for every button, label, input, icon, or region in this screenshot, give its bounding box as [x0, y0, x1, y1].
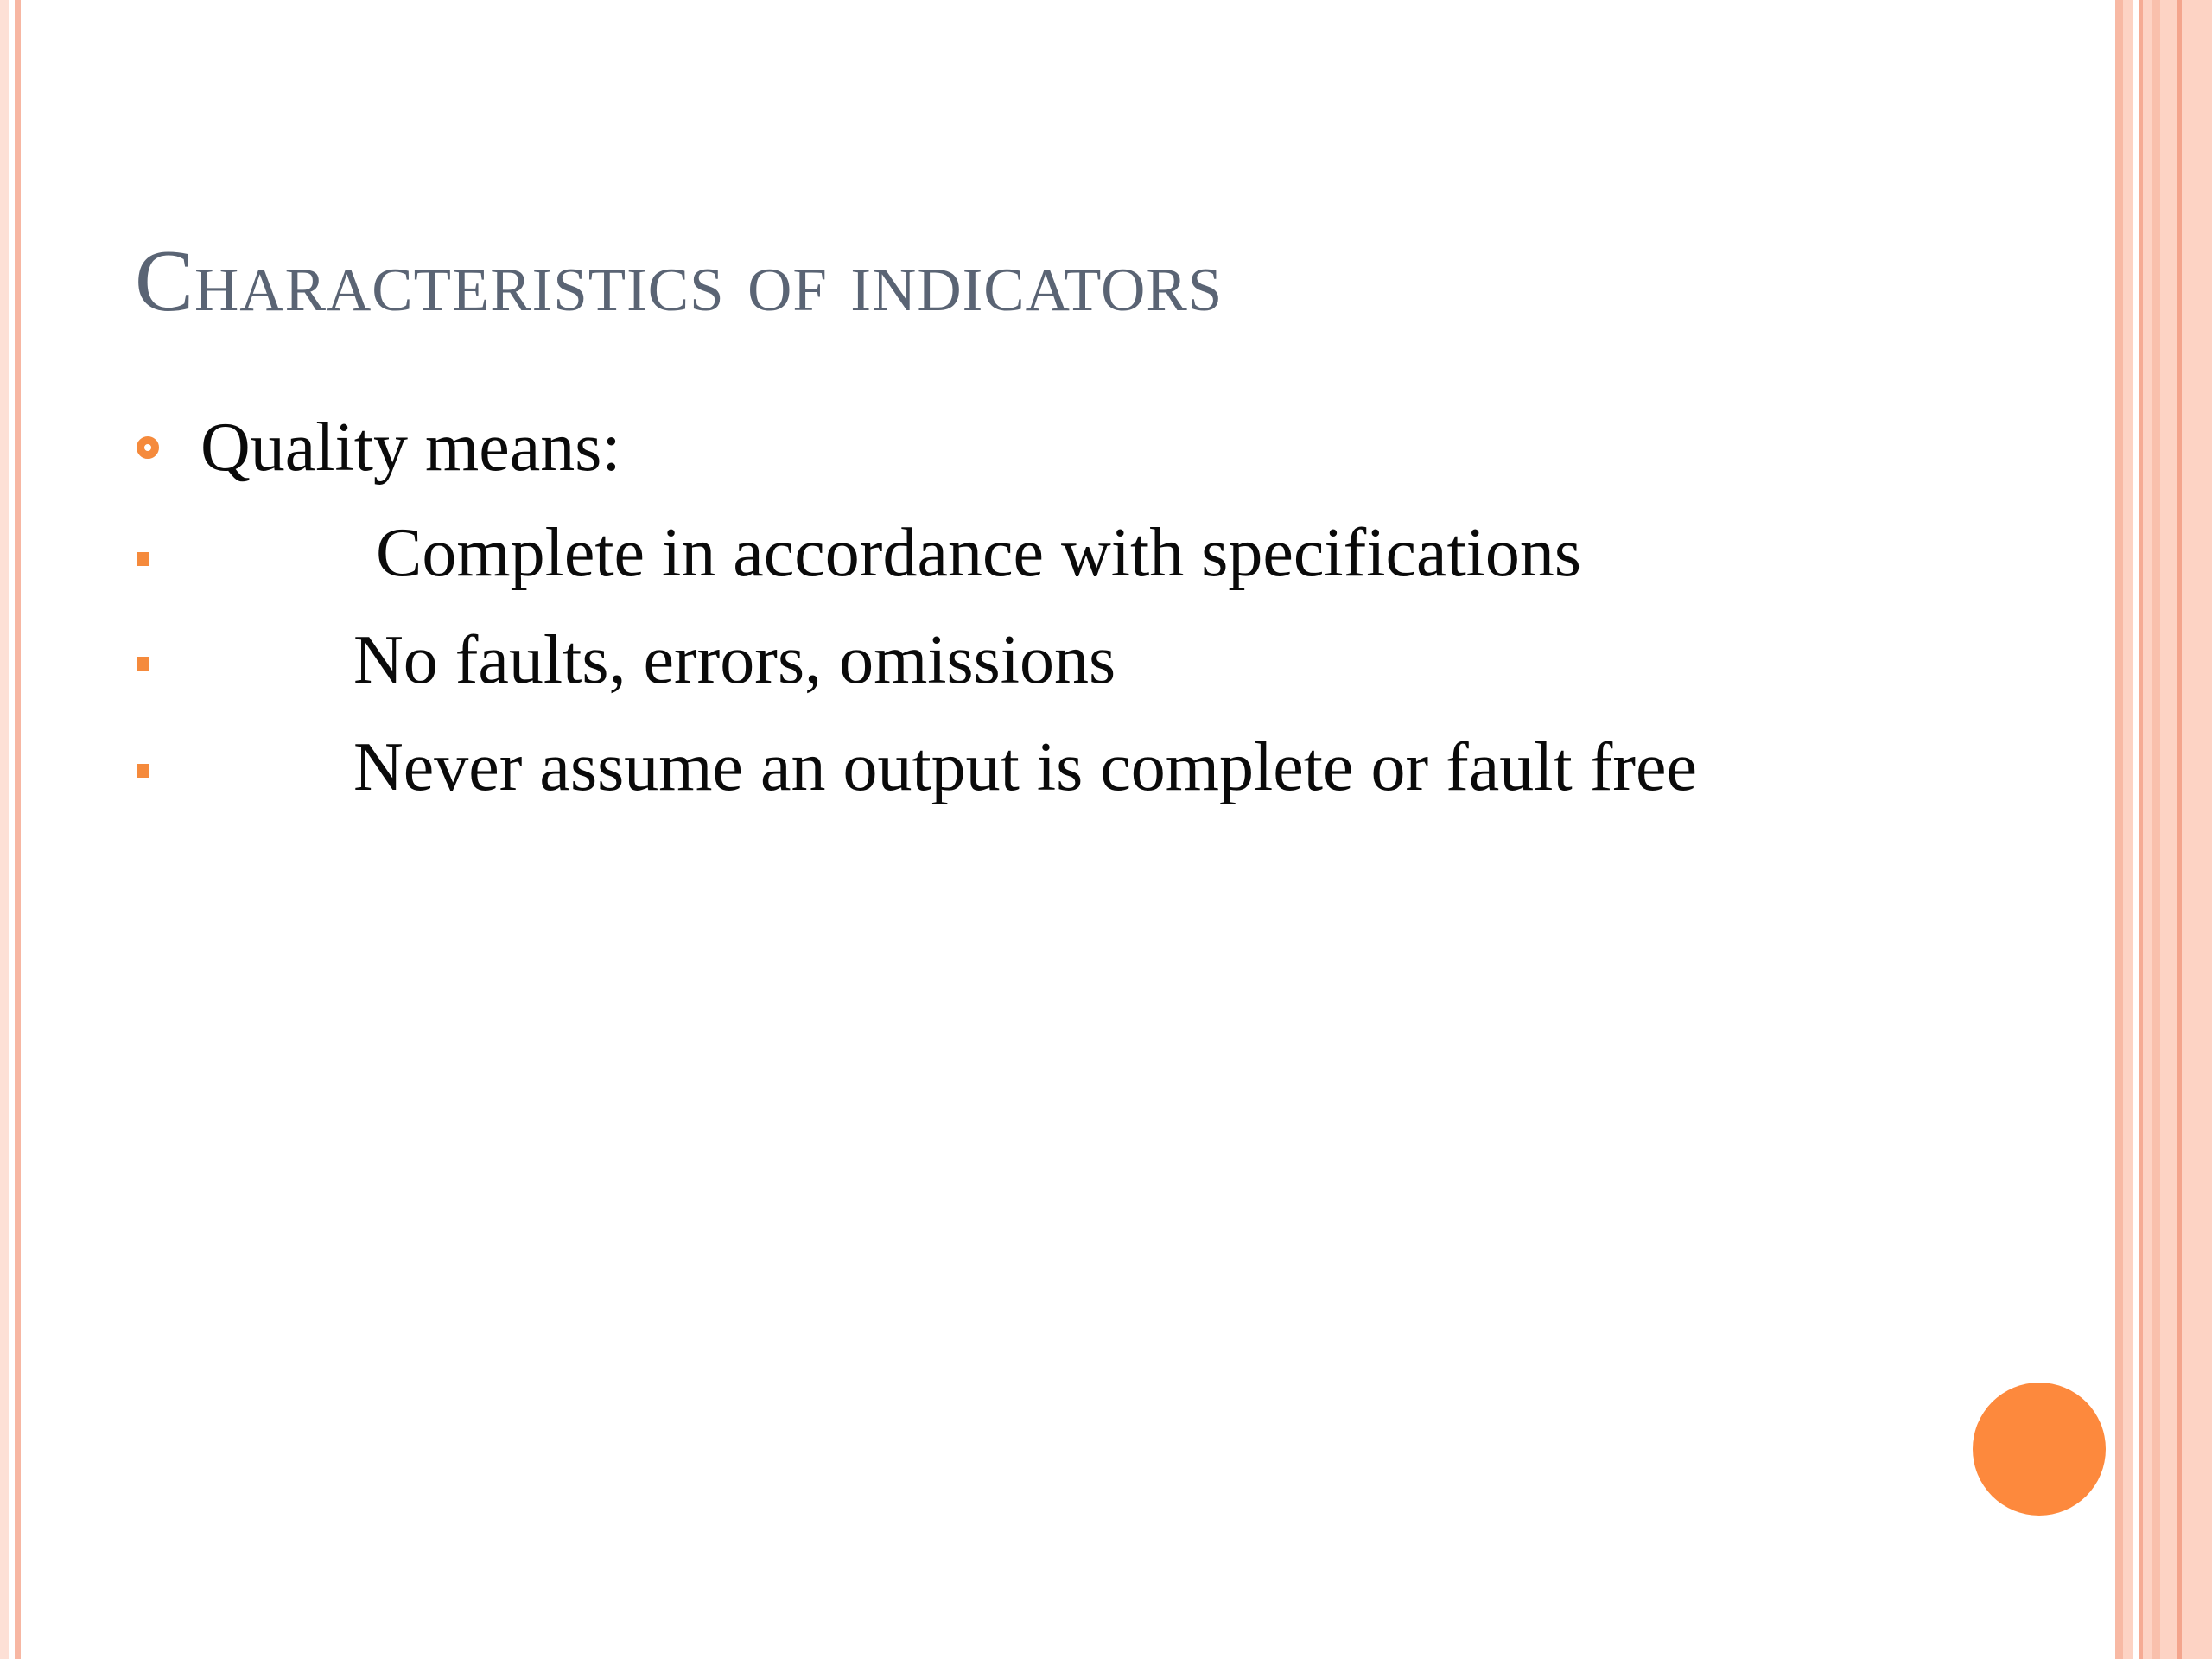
left-border-line	[0, 0, 9, 1659]
right-border-band	[2115, 0, 2212, 1659]
right-border-line	[2139, 0, 2143, 1659]
left-border-line	[15, 0, 21, 1659]
right-border-line	[2115, 0, 2123, 1659]
orange-circle-icon	[1973, 1382, 2106, 1516]
sub-bullet-text: Complete in accordance with specifications	[376, 515, 1582, 591]
main-bullet	[137, 406, 621, 489]
sub-bullet-text: Never assume an output is complete or fault free	[353, 729, 1697, 805]
sub-bullet-text: No faults, errors, omissions	[353, 622, 1116, 698]
square-bullet-icon	[137, 552, 149, 566]
right-border-line	[2133, 0, 2139, 1659]
square-bullet-icon	[137, 657, 149, 671]
slide-title: Characteristics of indicators	[135, 232, 1224, 330]
square-bullet-icon	[137, 764, 149, 778]
right-border-line	[2177, 0, 2182, 1659]
ring-bullet-icon	[137, 436, 159, 459]
right-border-line	[2152, 0, 2160, 1659]
main-bullet-text: Quality means:	[200, 410, 621, 486]
